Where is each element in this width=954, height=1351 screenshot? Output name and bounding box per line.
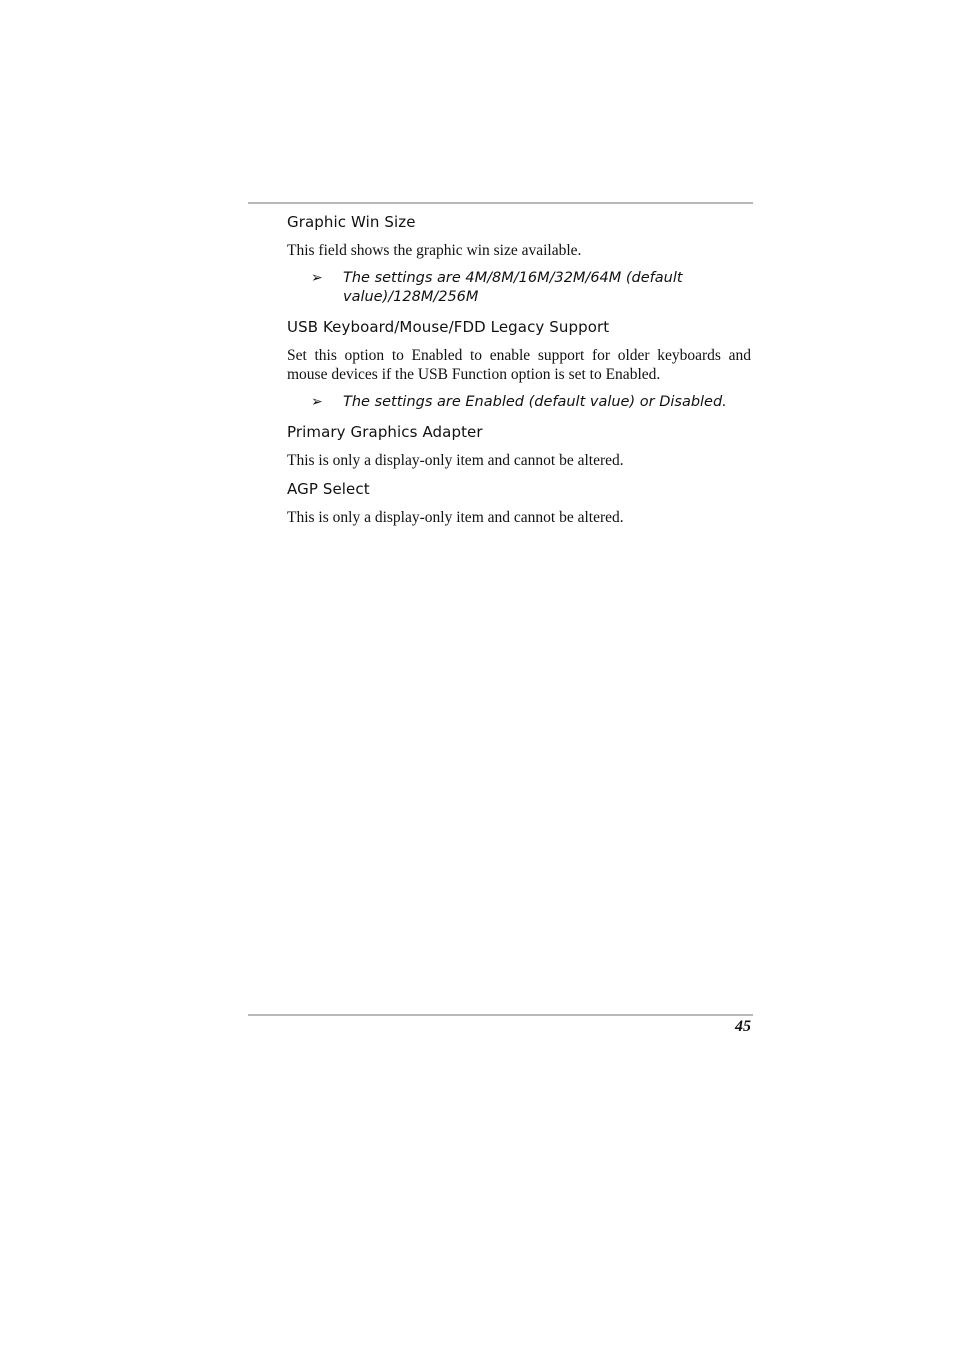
section-heading: Graphic Win Size	[287, 213, 416, 231]
section-description: Set this option to Enabled to enable support for older keyboards and mouse devices if the USB Function option is set to Enabled.	[287, 347, 751, 383]
section-heading: Primary Graphics Adapter	[287, 423, 483, 441]
header-rule	[248, 202, 753, 204]
footer-rule	[248, 1014, 753, 1016]
arrowhead-bullet-icon: ➢	[311, 394, 323, 410]
section-usb-legacy-support	[287, 317, 751, 412]
settings-text: The settings are Enabled (default value) or Disabled.	[343, 394, 727, 410]
section-graphic-win-size	[287, 212, 751, 307]
section-heading: AGP Select	[287, 480, 370, 498]
section-agp-select	[287, 479, 751, 527]
section-heading: USB Keyboard/Mouse/FDD Legacy Support	[287, 318, 610, 336]
settings-bullet	[287, 269, 751, 307]
section-description: This is only a display-only item and cannot be altered.	[287, 509, 624, 526]
settings-text: The settings are 4M/8M/16M/32M/64M (default value)/128M/256M	[343, 270, 683, 305]
section-description: This field shows the graphic win size available.	[287, 242, 582, 259]
page-number: 45	[735, 1018, 751, 1035]
section-description: This is only a display-only item and cannot be altered.	[287, 452, 624, 469]
arrowhead-bullet-icon: ➢	[311, 270, 323, 286]
settings-bullet	[287, 393, 751, 412]
section-primary-graphics-adapter	[287, 422, 751, 470]
page-content	[287, 212, 751, 536]
